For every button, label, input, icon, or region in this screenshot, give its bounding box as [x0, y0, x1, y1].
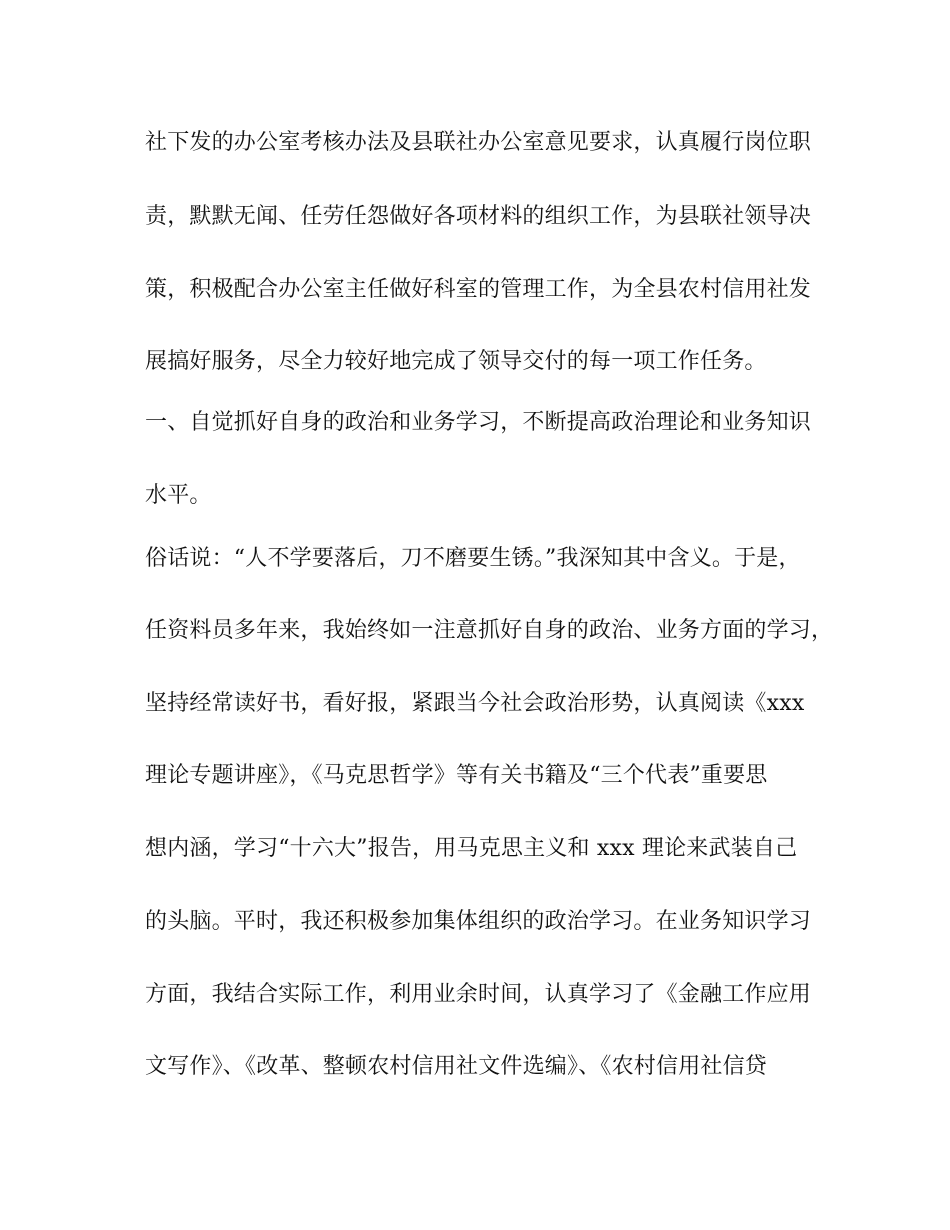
section-heading-line: 水平。: [145, 483, 212, 508]
body-text-line: 文写作》、《改革、整顿农村信用社文件选编》、《农村信用社信贷: [145, 1054, 768, 1079]
section-heading-line: 一、自觉抓好自身的政治和业务学习，不断提高政治理论和业务知识: [145, 410, 812, 435]
body-text-line: 任资料员多年来，我始终如一注意抓好自身的政治、业务方面的学习，: [145, 618, 834, 643]
body-text-line: 社下发的办公室考核办法及县联社办公室意见要求，认真履行岗位职: [145, 130, 812, 155]
body-text-line: 责，默默无闻、任劳任怨做好各项材料的组织工作，为县联社领导决: [145, 204, 812, 229]
body-text-line: 俗话说：“人不学要落后，刀不磨要生锈。”我深知其中含义。于是，: [145, 546, 801, 571]
body-text-line: 理论专题讲座》，《马克思哲学》等有关书籍及“三个代表”重要思: [145, 763, 768, 788]
body-text-line: 展搞好服务，尽全力较好地完成了领导交付的每一项工作任务。: [145, 349, 767, 374]
body-text-line: 方面，我结合实际工作，利用业余时间，认真学习了《金融工作应用: [145, 982, 812, 1007]
body-text-line: 策，积极配合办公室主任做好科室的管理工作，为全县农村信用社发: [145, 277, 812, 302]
body-text-line: 的头脑。平时，我还积极参加集体组织的政治学习。在业务知识学习: [145, 909, 812, 934]
body-text-line: 想内涵，学习“十六大”报告，用马克思主义和 xxx 理论来武装自己: [145, 836, 798, 861]
body-text-line: 坚持经常读好书，看好报，紧跟当今社会政治形势，认真阅读《xxx: [145, 691, 805, 716]
